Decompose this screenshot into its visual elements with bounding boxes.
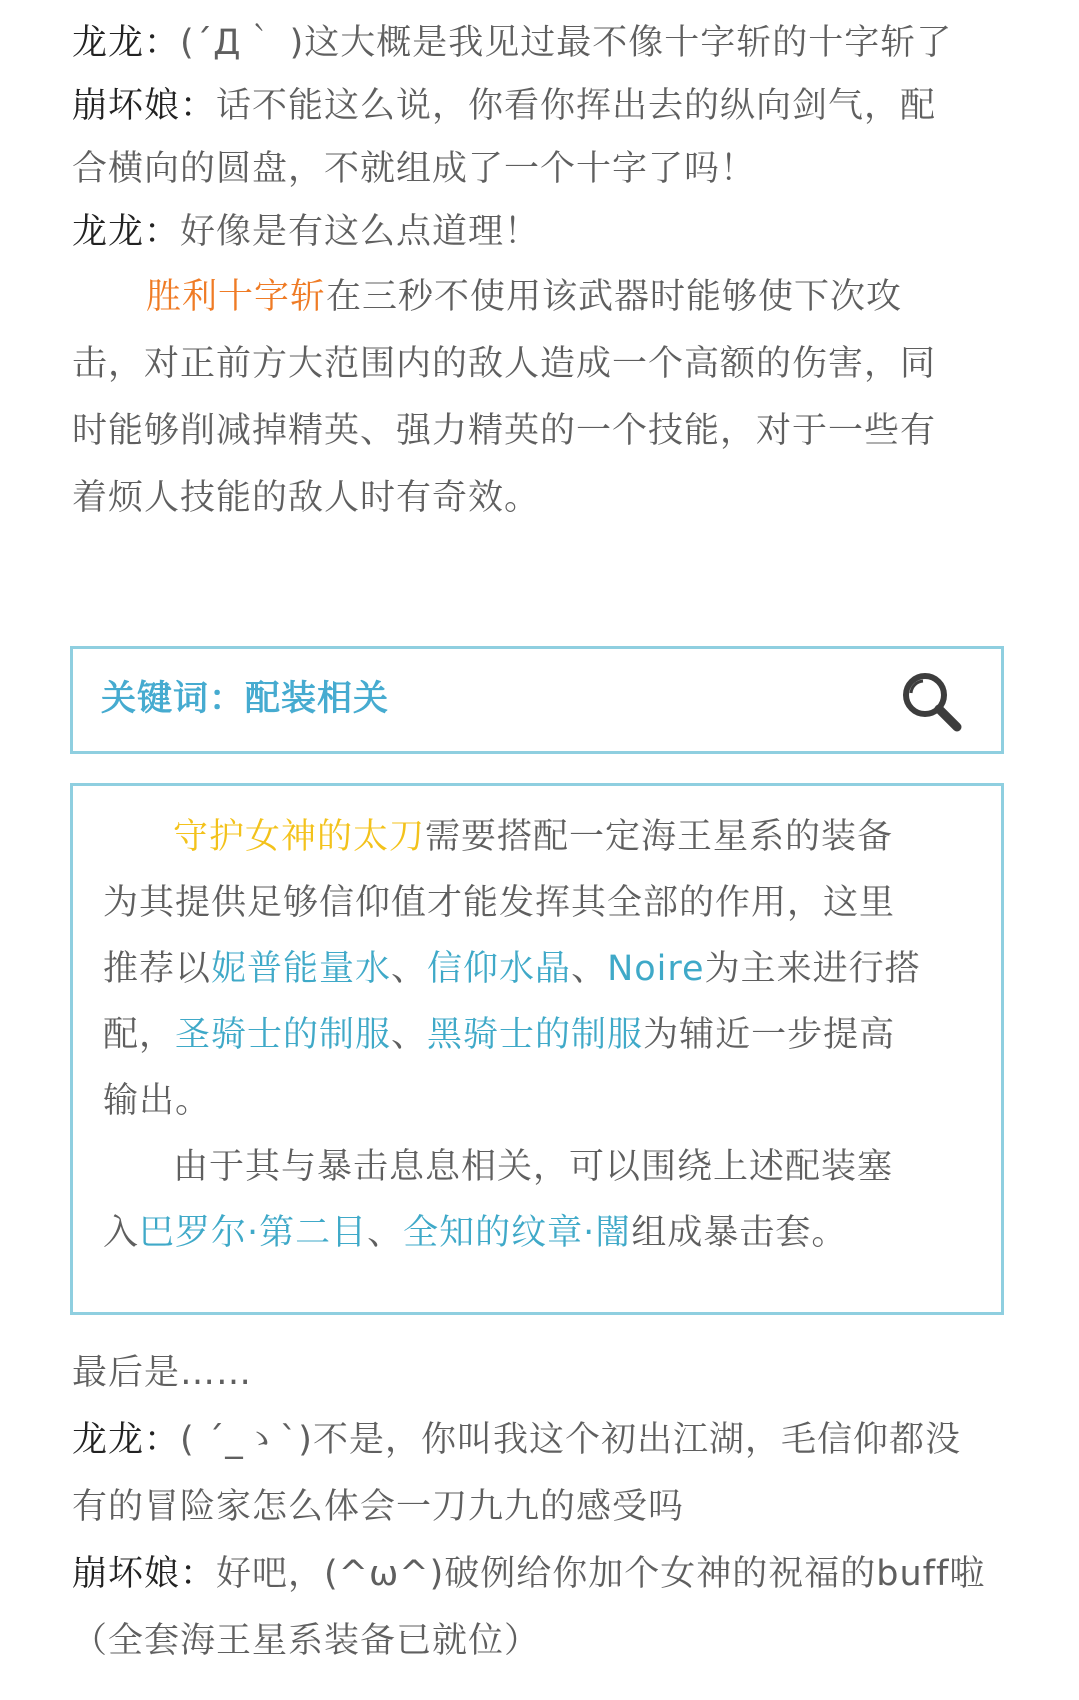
paragraph-text: 配， — [103, 1015, 176, 1055]
dialogue-line — [72, 1407, 1012, 1474]
item-link[interactable]: 黑骑士的制服 — [427, 1015, 644, 1055]
dialogue-text: 好吧，(^ω^)破例给你加个女神的祝福的buff啦 — [216, 1554, 986, 1594]
equipment-line — [103, 804, 983, 871]
paragraph-text: 需要搭配一定海王星系的装备 — [425, 817, 894, 857]
dialogue-line — [72, 136, 1012, 203]
paragraph-text: 为辅近一步提高 — [643, 1015, 896, 1055]
paragraph-text: 组成暴击套。 — [631, 1213, 848, 1253]
skill-name: 胜利十字斩 — [146, 277, 327, 317]
item-link[interactable]: 圣骑士的制服 — [175, 1015, 392, 1055]
speaker-name: 龙龙： — [72, 212, 181, 252]
dialogue-line: （全套海王星系装备已就位） — [72, 1621, 541, 1661]
intro-line: 最后是…… — [72, 1353, 253, 1393]
dialogue-text: (´Д｀ )这大概是我见过最不像十字斩的十字斩了 — [180, 23, 953, 63]
equipment-box — [70, 783, 1004, 1315]
separator: 、 — [571, 949, 608, 989]
dialogue-line: 有的冒险家怎么体会一刀九九的感受吗 — [72, 1487, 685, 1527]
separator: 、 — [367, 1213, 404, 1253]
speaker-name: 龙龙： — [72, 1420, 181, 1460]
speaker-name: 崩坏娘： — [72, 1554, 217, 1594]
paragraph-text: 入 — [103, 1213, 140, 1253]
equipment-line — [103, 1200, 983, 1267]
dialogue-line — [72, 10, 1012, 77]
item-link[interactable]: Noire — [607, 949, 705, 989]
search-icon[interactable] — [899, 669, 965, 735]
speaker-name: 崩坏娘： — [72, 86, 217, 126]
paragraph-text: 为主来进行搭 — [704, 949, 921, 989]
equipment-line: 输出。 — [103, 1081, 212, 1121]
keyword-box — [70, 646, 1004, 754]
item-link[interactable]: 全知的纹章·闇 — [403, 1213, 632, 1253]
dialogue-text: 好像是有这么点道理！ — [180, 212, 541, 252]
item-link[interactable]: 巴罗尔·第二目 — [139, 1213, 368, 1253]
equipment-line — [103, 1002, 983, 1069]
equipment-line — [103, 936, 983, 1003]
item-link[interactable]: 妮普能量水 — [211, 949, 392, 989]
dialogue-line — [72, 1541, 1012, 1608]
dialogue-line — [72, 73, 1012, 140]
separator: 、 — [391, 949, 428, 989]
dialogue-line — [72, 199, 1012, 266]
speaker-name: 龙龙： — [72, 23, 181, 63]
dialogue-text: 合横向的圆盘，不就组成了一个十字了吗！ — [72, 149, 757, 189]
skill-paragraph-line: 着烦人技能的敌人时有奇效。 — [72, 478, 541, 518]
paragraph-text: 在三秒不使用该武器时能够使下次攻 — [326, 277, 903, 317]
dialogue-text: 话不能这么说，你看你挥出去的纵向剑气，配 — [216, 86, 937, 126]
equipment-line: 为其提供足够信仰值才能发挥其全部的作用，这里 — [103, 883, 896, 923]
paragraph-text: 推荐以 — [103, 949, 212, 989]
separator: 、 — [391, 1015, 428, 1055]
item-link[interactable]: 信仰水晶 — [427, 949, 572, 989]
equipment-line: 由于其与暴击息息相关，可以围绕上述配装塞 — [173, 1147, 894, 1187]
skill-paragraph-line — [72, 264, 1012, 331]
skill-paragraph-line: 击，对正前方大范围内的敌人造成一个高额的伤害，同 — [72, 344, 937, 384]
dialogue-text: ( ´_ゝ`)不是，你叫我这个初出江湖，毛信仰都没 — [180, 1420, 961, 1460]
keyword-title: 关键词：配装相关 — [101, 679, 390, 719]
weapon-name: 守护女神的太刀 — [173, 817, 426, 857]
skill-paragraph-line: 时能够削减掉精英、强力精英的一个技能，对于一些有 — [72, 411, 937, 451]
